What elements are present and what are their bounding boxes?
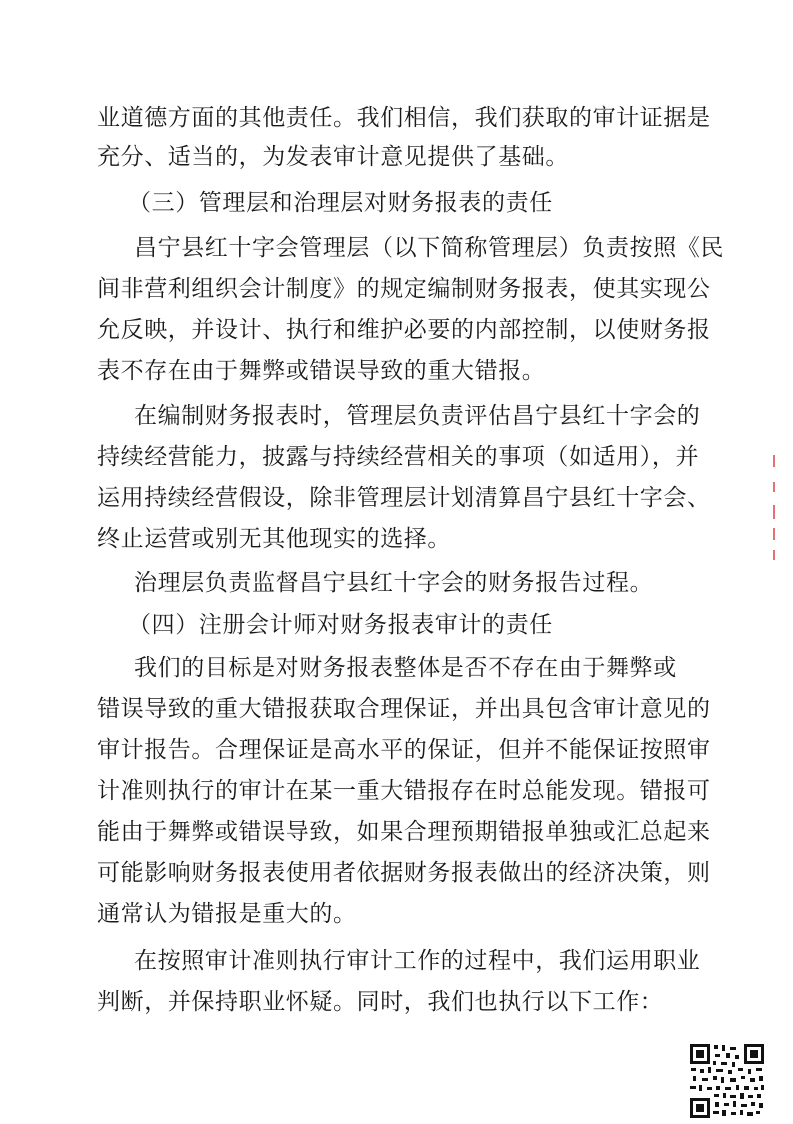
text-line: 错误导致的重大错报获取合理保证，并出具包含审计意见的: [97, 696, 711, 722]
text-line: 间非营利组织会计制度》的规定编制财务报表，使其实现公: [97, 276, 711, 302]
text-line: 通常认为错报是重大的。: [97, 901, 357, 927]
text-line: 审计报告。合理保证是高水平的保证，但并不能保证按照审: [97, 737, 711, 763]
text-line: 在按照审计准则执行审计工作的过程中，我们运用职业: [134, 948, 701, 974]
text-line: 允反映，并设计、执行和维护必要的内部控制，以使财务报: [97, 317, 711, 343]
seal-seam-mark: [773, 482, 775, 492]
seal-seam-mark: [773, 550, 775, 560]
text-line: 可能影响财务报表使用者依据财务报表做出的经济决策，则: [97, 860, 711, 886]
text-line: 终止运营或别无其他现实的选择。: [97, 526, 451, 552]
text-line: 业道德方面的其他责任。我们相信，我们获取的审计证据是: [97, 105, 711, 131]
seal-seam-mark: [773, 528, 775, 540]
text-line: 昌宁县红十字会管理层（以下简称管理层）负责按照《民: [134, 235, 724, 261]
text-line: 表不存在由于舞弊或错误导致的重大错报。: [97, 358, 546, 384]
section-heading: （三）管理层和治理层对财务报表的责任: [128, 190, 553, 216]
text-line: 我们的目标是对财务报表整体是否不存在由于舞弊或: [134, 655, 677, 681]
qr-code-icon: [688, 1042, 766, 1120]
text-line: 持续经营能力，披露与持续经营相关的事项（如适用），并: [97, 444, 700, 470]
text-line: 在编制财务报表时，管理层负责评估昌宁县红十字会的: [134, 403, 701, 429]
text-line: 治理层负责监督昌宁县红十字会的财务报告过程。: [134, 570, 654, 596]
section-heading: （四）注册会计师对财务报表审计的责任: [128, 612, 553, 638]
text-line: 计准则执行的审计在某一重大错报存在时总能发现。错报可: [97, 778, 711, 804]
text-line: 运用持续经营假设，除非管理层计划清算昌宁县红十字会、: [97, 485, 711, 511]
text-line: 判断，并保持职业怀疑。同时，我们也执行以下工作：: [97, 989, 664, 1015]
seal-seam-mark: [773, 455, 775, 467]
seal-seam-mark: [773, 505, 775, 519]
text-line: 充分、适当的，为发表审计意见提供了基础。: [97, 144, 569, 170]
text-line: 能由于舞弊或错误导致，如果合理预期错报单独或汇总起来: [97, 819, 711, 845]
